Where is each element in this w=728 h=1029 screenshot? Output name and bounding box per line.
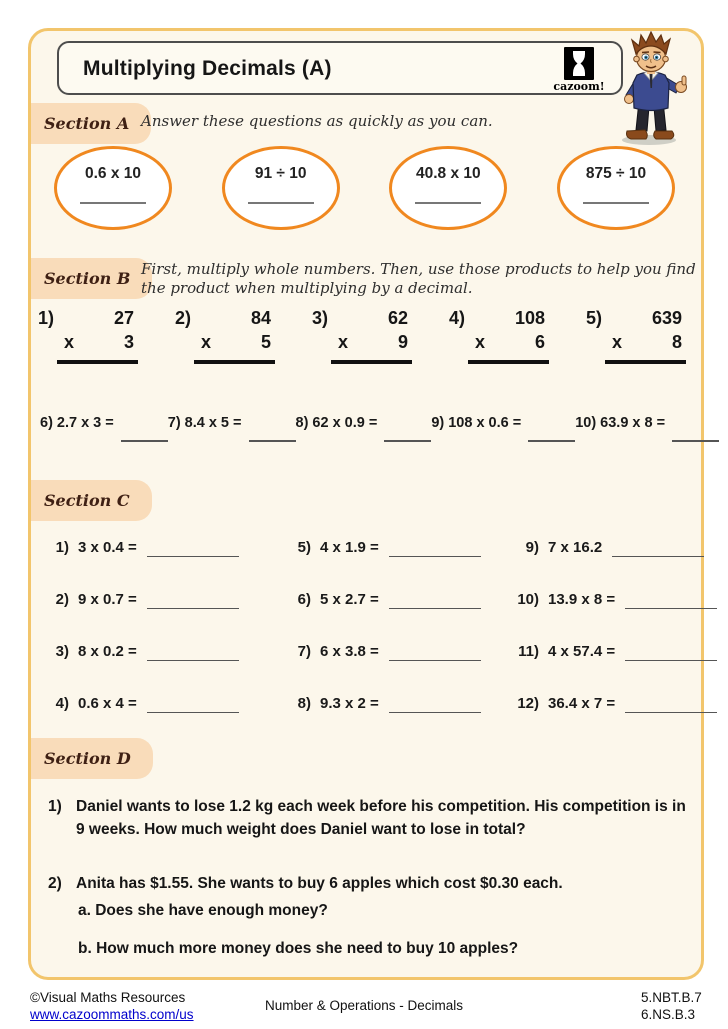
multiply-sign: x xyxy=(612,332,623,352)
inline-problem xyxy=(40,415,168,442)
multiply-sign: x xyxy=(338,332,349,352)
oval-expression: 40.8 x 10 xyxy=(415,165,481,182)
multiplier: 3 xyxy=(123,332,134,352)
answer-blank[interactable] xyxy=(147,556,239,558)
problem-number: 1) xyxy=(55,539,69,556)
answer-blank[interactable] xyxy=(389,556,481,558)
expression: 5 x 2.7 = xyxy=(320,591,379,608)
problem-text: Anita has $1.55. She wants to buy 6 apples which cost $0.30 each. xyxy=(76,875,563,892)
word-problem-2 xyxy=(48,872,694,895)
problem xyxy=(281,591,509,611)
multiplier: 9 xyxy=(397,332,408,352)
expression: 0.6 x 4 = xyxy=(78,695,137,712)
problem-number: 8) xyxy=(297,695,311,712)
equals-bar[interactable] xyxy=(331,360,412,364)
multiplicand: 639 xyxy=(651,308,682,328)
expression: 9.3 x 2 = xyxy=(320,695,379,712)
cazoom-logo-icon xyxy=(549,47,609,80)
worksheet-page xyxy=(28,28,704,980)
answer-blank[interactable] xyxy=(625,660,717,662)
expression: 108 x 0.6 = xyxy=(448,415,522,431)
problem-number: 8) xyxy=(295,415,309,431)
problem-number: 7) xyxy=(297,643,311,660)
answer-blank[interactable] xyxy=(389,660,481,662)
cazoom-logo xyxy=(549,47,609,93)
inline-problem xyxy=(168,415,296,442)
oval-problem xyxy=(557,146,675,230)
equals-bar[interactable] xyxy=(468,360,549,364)
equals-bar[interactable] xyxy=(194,360,275,364)
equals-bar[interactable] xyxy=(605,360,686,364)
title-box xyxy=(57,41,623,95)
problem-number: 12) xyxy=(517,695,539,712)
standard-code-2: 6.NS.B.3 xyxy=(641,1007,696,1022)
inline-problem xyxy=(431,415,575,442)
answer-blank[interactable] xyxy=(612,556,704,558)
section-c-label: Section C xyxy=(31,480,152,521)
problem-number: 5) xyxy=(586,308,603,328)
oval-expression: 875 ÷ 10 xyxy=(585,165,647,182)
answer-blank[interactable] xyxy=(248,202,314,204)
multiply-sign: x xyxy=(475,332,486,352)
answer-blank[interactable] xyxy=(528,440,575,442)
problem-number: 1) xyxy=(38,308,55,328)
multiplicand: 84 xyxy=(250,308,271,328)
oval-problem xyxy=(222,146,340,230)
answer-blank[interactable] xyxy=(389,608,481,610)
problem-number: 7) xyxy=(167,415,181,431)
section-b-label: Section B xyxy=(31,258,152,299)
problem-number: 3) xyxy=(55,643,69,660)
section-b-instruction-line1: First, multiply whole numbers. Then, use those products to help you find xyxy=(141,260,696,278)
word-problem-2b: b. How much more money does she need to buy 10 apples? xyxy=(78,940,519,957)
vertical-multiplication xyxy=(175,308,275,364)
problem-number: 1) xyxy=(48,798,62,815)
footer-topic: Number & Operations - Decimals xyxy=(264,998,464,1013)
problem xyxy=(509,591,717,611)
answer-blank[interactable] xyxy=(147,608,239,610)
answer-blank[interactable] xyxy=(147,712,239,714)
problem-number: 6) xyxy=(297,591,311,608)
answer-blank[interactable] xyxy=(583,202,649,204)
problem xyxy=(509,539,717,559)
expression: 62 x 0.9 = xyxy=(312,415,378,431)
problem xyxy=(281,539,509,559)
footer-standards xyxy=(641,989,702,1023)
section-a-label: Section A xyxy=(31,103,151,144)
expression: 4 x 57.4 = xyxy=(548,643,616,660)
problem xyxy=(39,539,281,559)
answer-blank[interactable] xyxy=(672,440,719,442)
problem-number: 5) xyxy=(297,539,311,556)
problem-number: 6) xyxy=(40,415,53,431)
section-b-inline-problems xyxy=(40,415,697,442)
answer-blank[interactable] xyxy=(80,202,146,204)
equals-bar[interactable] xyxy=(57,360,138,364)
expression: 4 x 1.9 = xyxy=(320,539,379,556)
oval-expression: 0.6 x 10 xyxy=(84,165,142,182)
problem-number: 11) xyxy=(518,643,539,660)
multiplier: 6 xyxy=(534,332,545,352)
answer-blank[interactable] xyxy=(625,712,717,714)
problem-number: 2) xyxy=(48,875,62,892)
oval-problem xyxy=(54,146,172,230)
section-a-instruction: Answer these questions as quickly as you can. xyxy=(141,112,493,130)
page-title: Multiplying Decimals (A) xyxy=(83,57,332,80)
problem-text: Daniel wants to lose 1.2 kg each week before his competition. His competition is in 9 weeks. How much weight does Daniel want to lose in total? xyxy=(76,798,686,838)
multiply-sign: x xyxy=(64,332,75,352)
problem xyxy=(39,695,281,715)
multiply-sign: x xyxy=(201,332,212,352)
inline-problem xyxy=(575,415,719,442)
multiplicand: 62 xyxy=(387,308,408,328)
expression: 13.9 x 8 = xyxy=(548,591,616,608)
problem xyxy=(39,643,281,663)
problem-number: 9) xyxy=(525,539,539,556)
answer-blank[interactable] xyxy=(249,440,296,442)
vertical-multiplication xyxy=(586,308,686,364)
multiplicand: 27 xyxy=(113,308,134,328)
expression: 36.4 x 7 = xyxy=(548,695,616,712)
problem xyxy=(281,643,509,663)
copyright-text: ©Visual Maths Resources xyxy=(30,990,186,1005)
expression: 9 x 0.7 = xyxy=(78,591,137,608)
expression: 2.7 x 3 = xyxy=(56,415,114,431)
vertical-multiplication xyxy=(449,308,549,364)
problem-number: 4) xyxy=(55,695,69,712)
problem xyxy=(509,695,717,715)
expression: 63.9 x 8 = xyxy=(600,415,666,431)
answer-blank[interactable] xyxy=(625,608,717,610)
problem-number: 3) xyxy=(312,308,329,328)
problem-number: 2) xyxy=(55,591,69,608)
standard-code-1: 5.NBT.B.7 xyxy=(641,990,702,1005)
oval-expression: 91 ÷ 10 xyxy=(254,165,307,182)
section-a-problems xyxy=(31,146,701,230)
section-c-problems xyxy=(39,539,717,747)
expression: 8.4 x 5 = xyxy=(184,415,242,431)
inline-problem xyxy=(296,415,432,442)
answer-blank[interactable] xyxy=(147,660,239,662)
vertical-multiplication xyxy=(38,308,138,364)
multiplicand: 108 xyxy=(514,308,545,328)
word-problem-2a: a. Does she have enough money? xyxy=(78,902,328,919)
problem-number: 2) xyxy=(175,308,192,328)
section-b-vertical-problems xyxy=(38,308,686,364)
cazoom-logo-text: cazoom! xyxy=(553,80,605,93)
problem-number: 9) xyxy=(431,415,445,431)
word-problem-1 xyxy=(48,795,694,841)
oval-problem xyxy=(389,146,507,230)
expression: 3 x 0.4 = xyxy=(78,539,137,556)
expression: 7 x 16.2 xyxy=(548,539,603,556)
multiplier: 5 xyxy=(260,332,271,352)
section-d-label: Section D xyxy=(31,738,153,779)
section-b-instruction xyxy=(141,260,696,298)
expression: 8 x 0.2 = xyxy=(78,643,137,660)
answer-blank[interactable] xyxy=(415,202,481,204)
expression: 6 x 3.8 = xyxy=(320,643,379,660)
problem-number: 4) xyxy=(449,308,466,328)
vertical-multiplication xyxy=(312,308,412,364)
website-link[interactable]: www.cazoommaths.com/us xyxy=(30,1007,194,1022)
section-b-instruction-line2: the product when multiplying by a decimal. xyxy=(141,279,473,297)
problem xyxy=(509,643,717,663)
answer-blank[interactable] xyxy=(384,440,431,442)
problem-number: 10) xyxy=(517,591,539,608)
problem-number: 10) xyxy=(575,415,597,431)
multiplier: 8 xyxy=(671,332,682,352)
problem xyxy=(281,695,509,715)
answer-blank[interactable] xyxy=(389,712,481,714)
problem xyxy=(39,591,281,611)
mascot-boy-illustration xyxy=(603,31,699,152)
answer-blank[interactable] xyxy=(121,440,168,442)
